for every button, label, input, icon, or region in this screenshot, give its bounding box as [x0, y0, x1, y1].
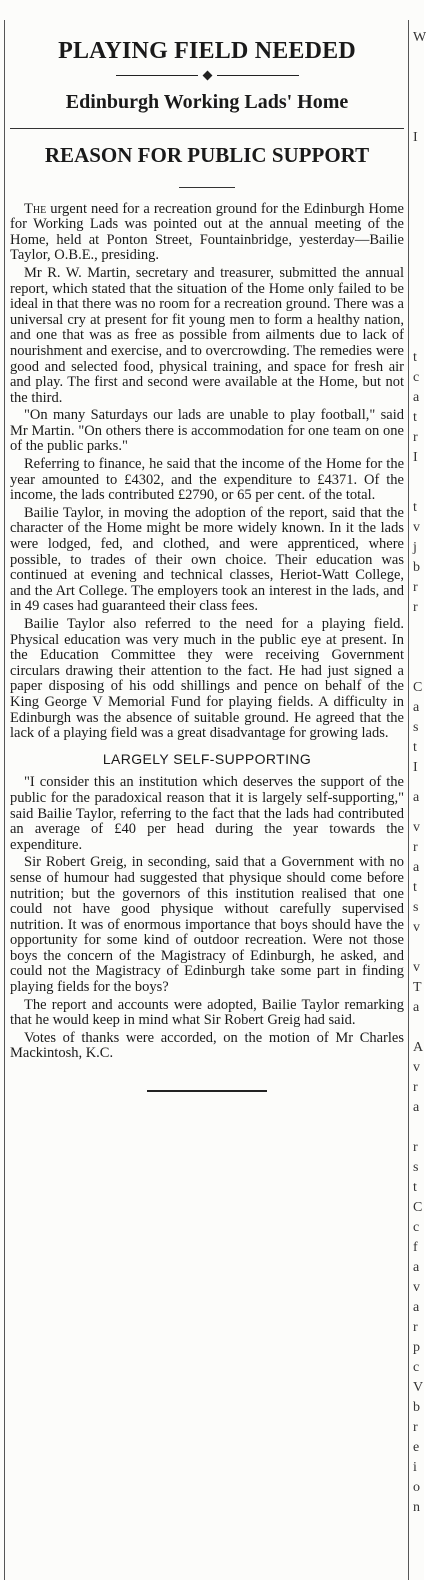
adjacent-column-fragment: r — [413, 1080, 418, 1095]
adjacent-column-fragment: s — [413, 720, 419, 735]
adjacent-column-fragment: t — [413, 350, 417, 365]
adjacent-column-fragment: a — [413, 860, 420, 875]
adjacent-column-fragment: I — [413, 130, 418, 145]
adjacent-column-fragment: p — [413, 1340, 420, 1355]
adjacent-column-fragment: n — [413, 1500, 420, 1515]
adjacent-column-fragment: b — [413, 1400, 420, 1415]
paragraph: Bailie Taylor, in moving the adoption of the report, said that the character of the Home might be more widely known. In it the lads were lodged, fed, and clothed, and were apprenticed, where possible, to trades of their own choice. Their education was continued at evening and technical classes, Heriot-Watt College, and the Art College. The employers took an interest in the lads, and in 49 cases had guaranteed their class fees. — [10, 504, 404, 615]
adjacent-column-fragment: c — [413, 1360, 420, 1375]
short-rule — [179, 187, 235, 188]
paragraph: Votes of thanks were accorded, on the motion of Mr Charles Mackintosh, K.C. — [10, 1029, 404, 1062]
adjacent-column-fragment: v — [413, 820, 420, 835]
column-rule-right — [408, 20, 409, 1580]
adjacent-column-fragment: A — [413, 1040, 424, 1055]
adjacent-column-fragment: C — [413, 1200, 423, 1215]
paragraph: The report and accounts were adopted, Bailie Taylor remarking that he would keep in mind what Sir Robert Greig had said. — [10, 996, 404, 1029]
adjacent-column-fragment: a — [413, 1300, 420, 1315]
adjacent-column-fragment: t — [413, 500, 417, 515]
adjacent-column-fragment: I — [413, 450, 418, 465]
adjacent-column-fragment: a — [413, 1000, 420, 1015]
ornament-line-left — [116, 75, 198, 76]
adjacent-column-fragment: r — [413, 1140, 418, 1155]
lead-smallcaps: The — [24, 200, 47, 217]
end-rule — [147, 1090, 267, 1092]
ornament-line-right — [217, 75, 299, 76]
paragraph: Mr R. W. Martin, secretary and treasurer, submitted the annual report, which stated that the situation of the Home only failed to be ideal in that there was no room for a recreation ground. There was a universal cry at present for fit young men to form a healthy nation, and one that was as free as possible from ailments due to lack of nourishment and exercise, and to overcrowding. The remedies were good and selected food, physical training, and space for fresh air and play. The first and second were available at the Home, but not the third. — [10, 264, 404, 406]
adjacent-column-fragment: t — [413, 1180, 417, 1195]
paragraph: Referring to finance, he said that the income of the Home for the year amounted to £4302, and the expenditure to £4371. Of the income, the lads contributed £2790, or 65 per cent. of the total. — [10, 456, 404, 504]
adjacent-column-fragment: s — [413, 900, 419, 915]
adjacent-column-fragment: t — [413, 880, 417, 895]
adjacent-column-fragment: r — [413, 1420, 418, 1435]
adjacent-column-fragment: a — [413, 790, 420, 805]
adjacent-column-fragment: v — [413, 1060, 420, 1075]
deck-headline: REASON FOR PUBLIC SUPPORT — [44, 143, 370, 168]
adjacent-column-fragment: a — [413, 700, 420, 715]
adjacent-column-fragment: v — [413, 960, 420, 975]
headline-ornament — [10, 70, 404, 80]
paragraph: Sir Robert Greig, in seconding, said that a Government with no sense of humour had suggested that physique should come before nutrition; but the governors of this institution realised that one could not have good physique without carefully supervised nutrition. It was of enormous importance that boys should have the opportunity for some kind of outdoor recreation. Were not those boys the concern of the Magistracy of Edinburgh, he asked, and could not the Magistracy of Edinburgh take some part in finding playing fields for the boys? — [10, 854, 404, 996]
adjacent-column-fragment: a — [413, 1100, 420, 1115]
adjacent-column-fragment: C — [413, 680, 423, 695]
divider — [10, 128, 404, 129]
article-body — [10, 202, 404, 1062]
adjacent-column-fragment: r — [413, 430, 418, 445]
adjacent-column-fragment: W — [413, 30, 426, 45]
adjacent-column-fragment: t — [413, 410, 417, 425]
lead-text: urgent need for a recreation ground for the Edinburgh Home for Working Lads was pointed out at the annual meeting of the Home, held at Ponton Street, Fountainbridge, yesterday—Bailie Taylor, O.B.E., presiding. — [10, 200, 404, 264]
adjacent-column-fragment: t — [413, 740, 417, 755]
paragraph: "I consider this an institution which deserves the support of the public for the paradoxical reason that it is largely self-supporting," said Bailie Taylor, referring to the fact that the lads had contributed an average of £40 per head during the year towards the expenditure. — [10, 774, 404, 853]
adjacent-column-fragment: j — [413, 540, 417, 555]
adjacent-column-fragment: v — [413, 1280, 420, 1295]
adjacent-column-fragment: o — [413, 1480, 420, 1495]
adjacent-column — [411, 0, 424, 1580]
adjacent-column-fragment: c — [413, 370, 420, 385]
adjacent-column-fragment: i — [413, 1460, 417, 1475]
adjacent-column-fragment: c — [413, 1220, 420, 1235]
adjacent-column-fragment: r — [413, 600, 418, 615]
diamond-icon — [202, 70, 212, 80]
column-rule-left — [4, 20, 5, 1580]
adjacent-column-fragment: s — [413, 1160, 419, 1175]
paragraph: Bailie Taylor also referred to the need for a playing field. Physical education was very much in the public eye at present. In the Education Committee they were receiving Government circulars drawing their attention to the fact. He had just signed a paper disposing of his odd shillings and pence on behalf of the King George V Memorial Fund for playing fields. A difficulty in Edinburgh was the absence of suitable ground. He agreed that the lack of a playing field was a great disadvantage for growing lads. — [10, 616, 404, 742]
article — [10, 28, 404, 1092]
adjacent-column-fragment: r — [413, 1320, 418, 1335]
adjacent-column-fragment: T — [413, 980, 422, 995]
paragraph: "On many Saturdays our lads are unable to play football," said Mr Martin. "On others there is accommodation for one team on one of the public parks." — [10, 407, 404, 455]
adjacent-column-fragment: v — [413, 520, 420, 535]
adjacent-column-fragment: V — [413, 1380, 424, 1395]
adjacent-column-fragment: a — [413, 390, 420, 405]
adjacent-column-fragment: f — [413, 1240, 418, 1255]
adjacent-column-fragment: I — [413, 760, 418, 775]
subheadline: Edinburgh Working Lads' Home — [65, 91, 349, 114]
section-heading: LARGELY SELF-SUPPORTING — [102, 750, 312, 767]
adjacent-column-fragment: v — [413, 920, 420, 935]
adjacent-column-fragment: b — [413, 560, 420, 575]
adjacent-column-fragment: e — [413, 1440, 420, 1455]
adjacent-column-fragment: r — [413, 580, 418, 595]
lead-paragraph — [10, 202, 404, 264]
adjacent-column-fragment: a — [413, 1260, 420, 1275]
adjacent-column-fragment: r — [413, 840, 418, 855]
headline: PLAYING FIELD NEEDED — [58, 38, 356, 64]
